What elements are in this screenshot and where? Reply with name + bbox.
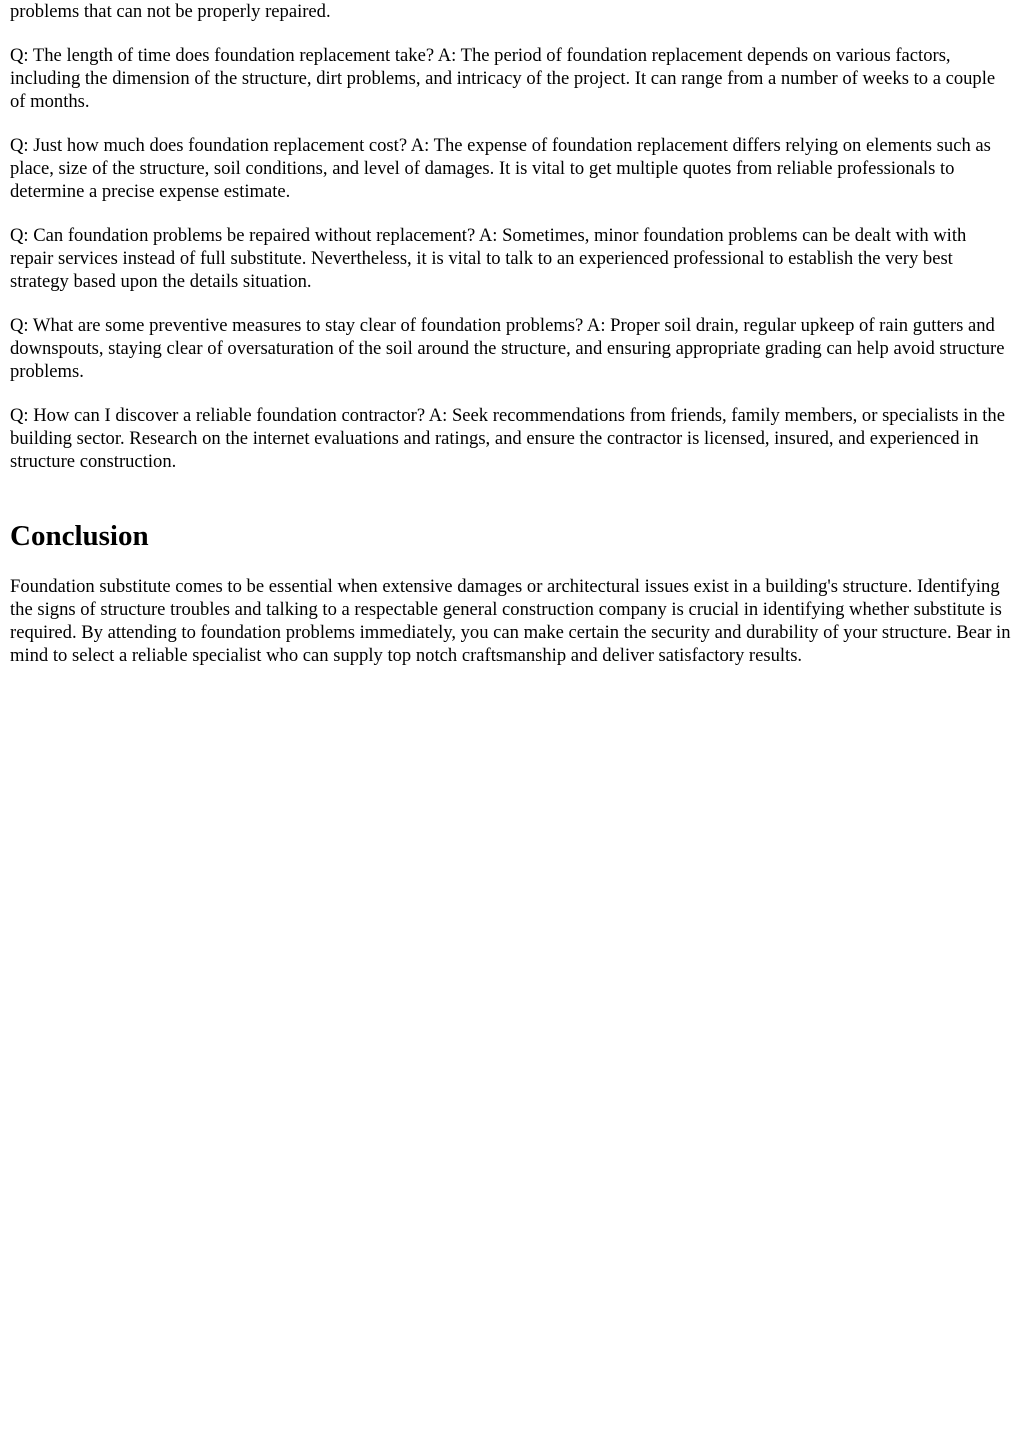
faq-paragraph: Q: The length of time does foundation replacement take? A: The period of foundation replacement depends on various factors, including the dimension of the structure, dirt problems, and intricacy of the project. It can range from a number of weeks to a couple of months. <box>10 45 996 112</box>
faq-item <box>10 224 1014 293</box>
leading-paragraph-fragment: problems that can not be properly repaired. <box>10 1 331 22</box>
conclusion-paragraph: Foundation substitute comes to be essential when extensive damages or architectural issues exist in a building's structure. Identifying the signs of structure troubles and talking to a respectable general construction company is crucial in identifying whether substitute is required. By attending to foundation problems immediately, you can make certain the security and durability of your structure. Bear in mind to select a reliable specialist who can supply top notch craftsmanship and deliver satisfactory results. <box>10 576 1011 666</box>
faq-paragraph: Q: What are some preventive measures to stay clear of foundation problems? A: Proper soil drain, regular upkeep of rain gutters and downspouts, staying clear of oversaturation of the soil around the structure, and ensuring appropriate grading can help avoid structure problems. <box>10 315 1005 382</box>
faq-item <box>10 404 1014 473</box>
faq-item <box>10 314 1014 383</box>
faq-item <box>10 44 1014 113</box>
conclusion-heading: Conclusion <box>10 520 149 552</box>
faq-paragraph: Q: Just how much does foundation replacement cost? A: The expense of foundation replacement differs relying on elements such as place, size of the structure, soil conditions, and level of damages. It is vital to get multiple quotes from reliable professionals to determine a precise expense estimate. <box>10 135 991 202</box>
faq-paragraph: Q: Can foundation problems be repaired without replacement? A: Sometimes, minor foundation problems can be dealt with with repair services instead of full substitute. Nevertheless, it is vital to talk to an experienced professional to establish the very best strategy based upon the details situation. <box>10 225 967 292</box>
faq-paragraph: Q: How can I discover a reliable foundation contractor? A: Seek recommendations from friends, family members, or specialists in the building sector. Research on the internet evaluations and ratings, and ensure the contractor is licensed, insured, and experienced in structure construction. <box>10 405 1005 472</box>
faq-item <box>10 134 1014 203</box>
